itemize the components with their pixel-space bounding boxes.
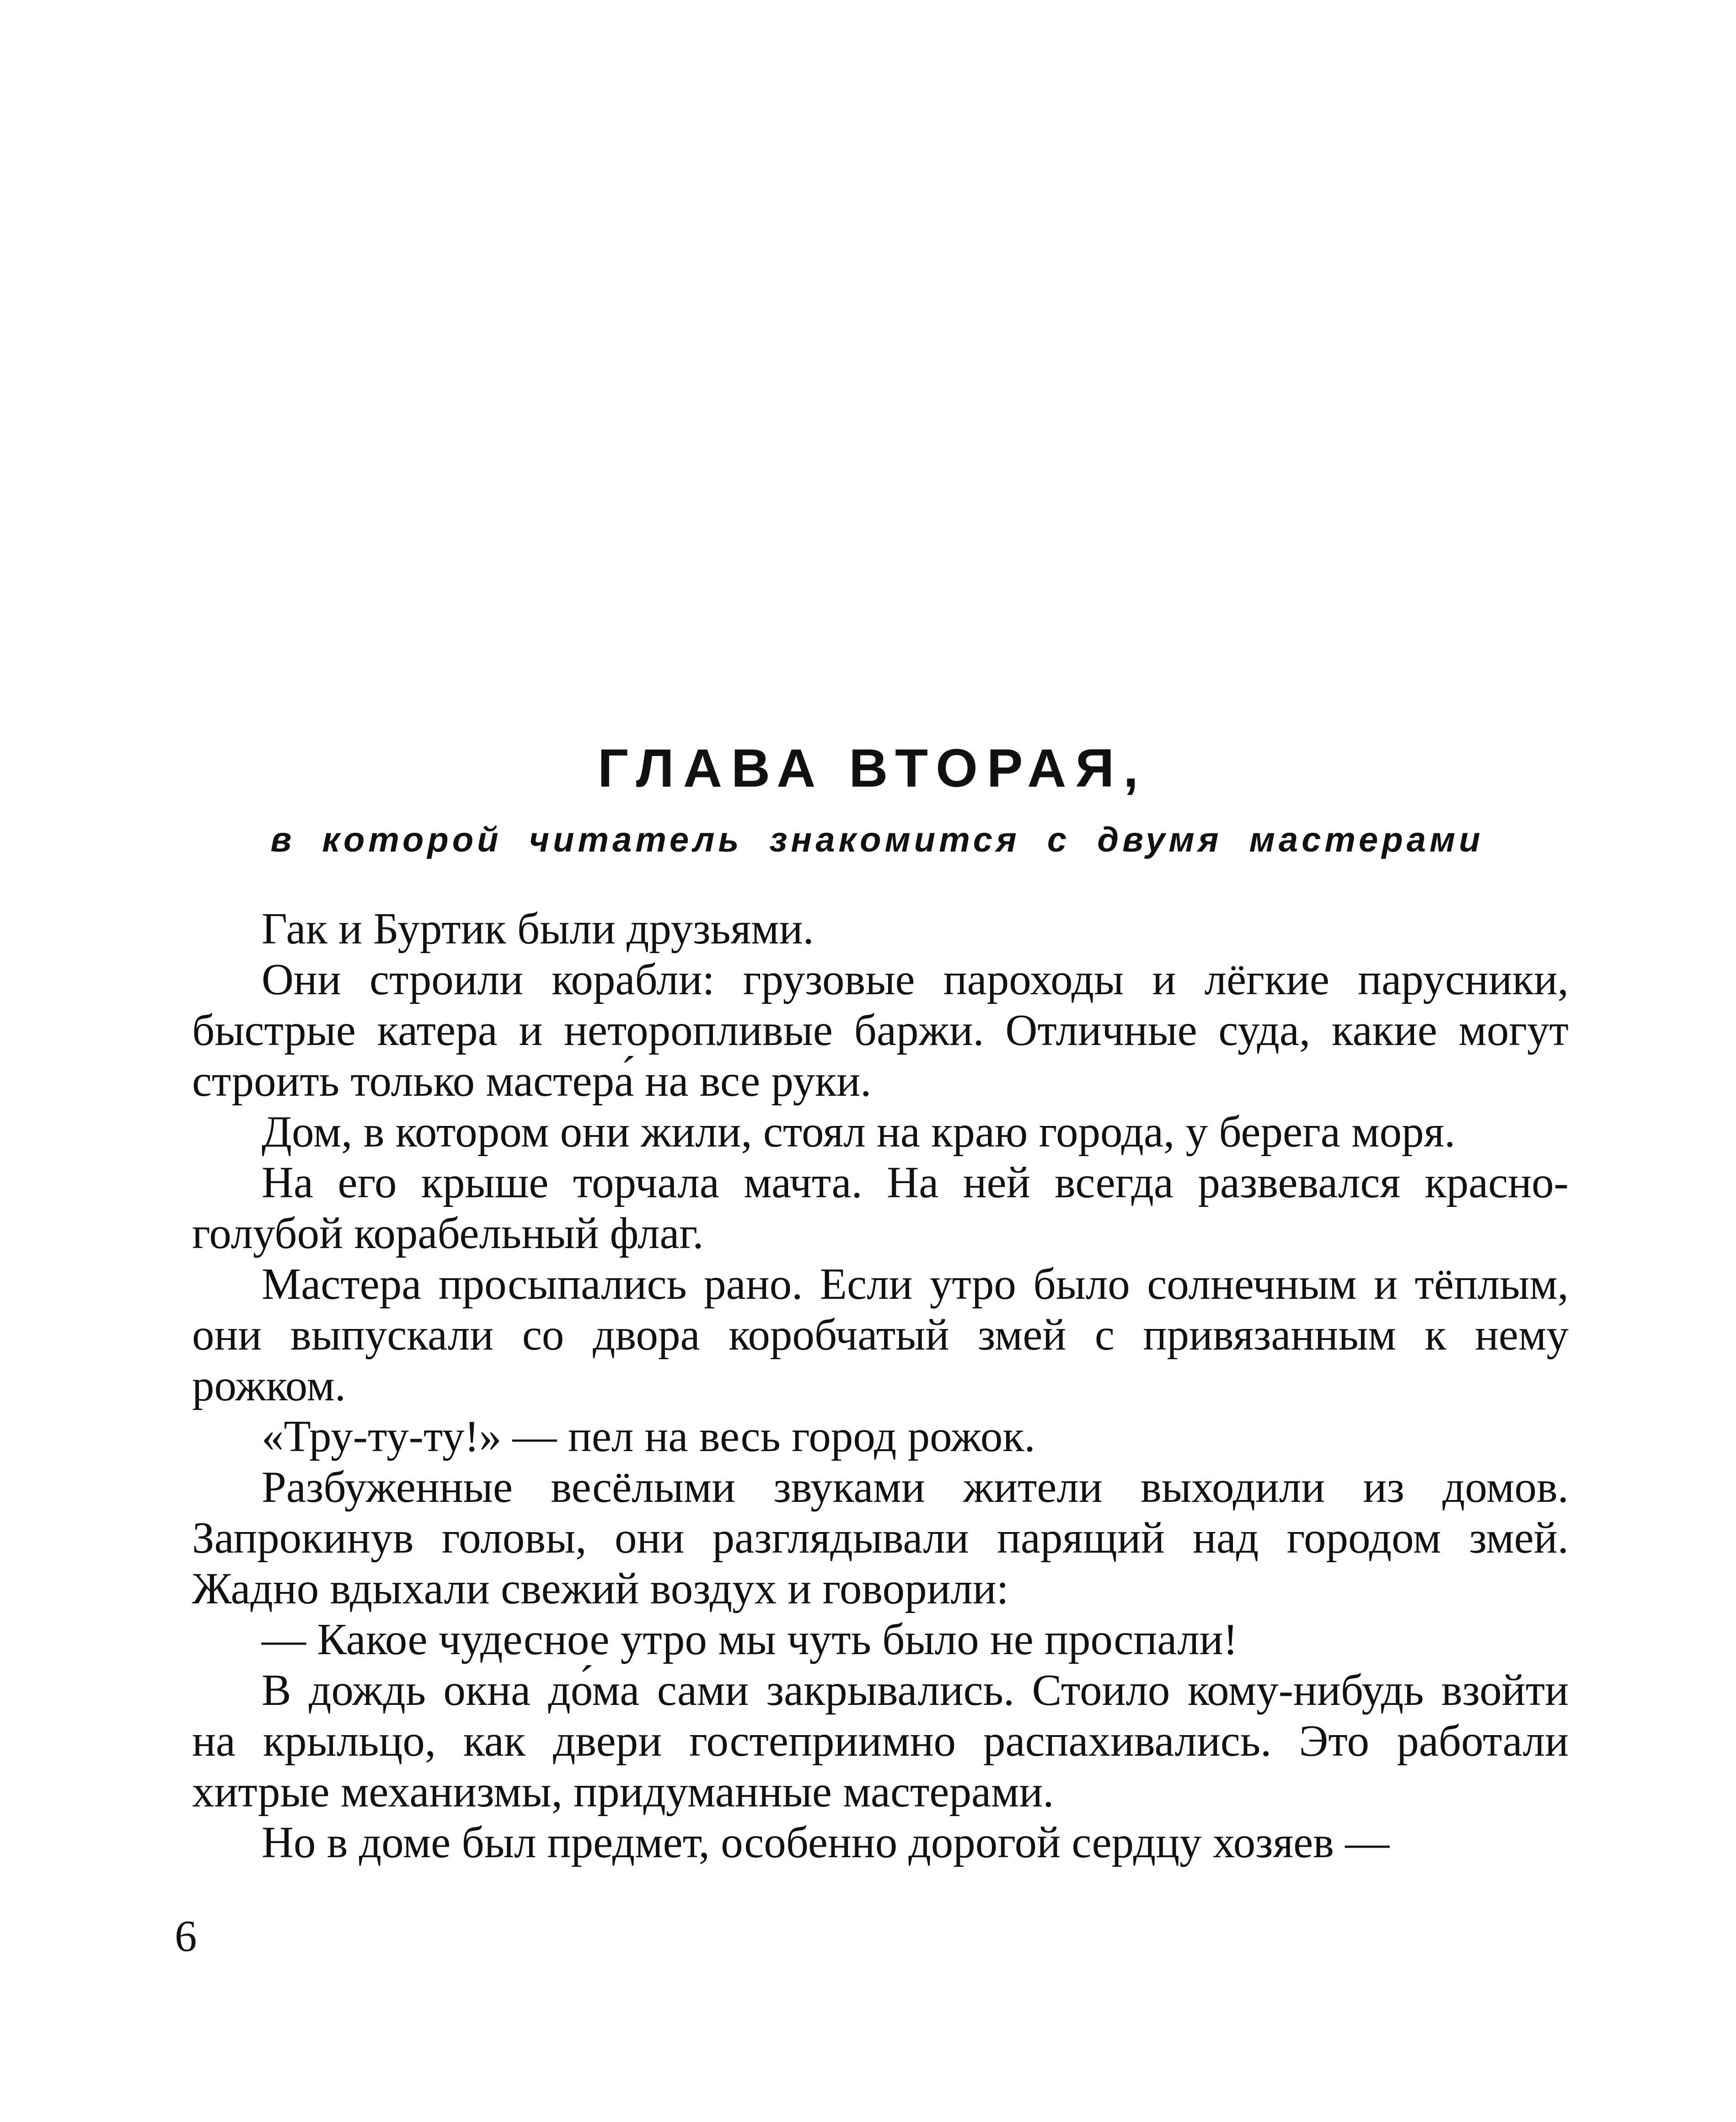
chapter-subtitle: в которой читатель знакомится с двумя мастерами — [270, 820, 1484, 859]
body-text — [192, 903, 1569, 1868]
page-number: 6 — [175, 1912, 197, 1961]
paragraph: Но в доме был предмет, особенно дорогой сердцу хозяев — — [262, 1818, 1390, 1867]
paragraph: Они строили корабли: грузовые пароходы и лёгкие парусники, быстрые катера и неторопливые баржи. Отличные суда, какие могут строить только мастера́ на все руки. — [192, 955, 1569, 1105]
paragraph: Гак и Буртик были друзьями. — [262, 904, 814, 953]
paragraph: — Какое чудесное утро мы чуть было не проспали! — [262, 1615, 1238, 1664]
paragraph: На его крыше торчала мачта. На ней всегда развевался красно-голубой корабельный флаг. — [192, 1158, 1569, 1258]
chapter-title: ГЛАВА ВТОРАЯ, — [597, 738, 1148, 798]
paragraph: В дождь окна до́ма сами закрывались. Стоило кому-нибудь взойти на крыльцо, как двери гостеприимно распахивались. Это работали хитрые механизмы, придуманные мастерами. — [192, 1666, 1569, 1816]
paragraph: Разбуженные весёлыми звуками жители выходили из домов. Запрокинув головы, они разглядывали парящий над городом змей. Жадно вдыхали свежий воздух и говорили: — [192, 1463, 1569, 1613]
paragraph: Дом, в котором они жили, стоял на краю города, у берега моря. — [262, 1107, 1456, 1156]
paragraph: «Тру-ту-ту!» — пел на весь город рожок. — [262, 1412, 1035, 1461]
paragraph: Мастера просыпались рано. Если утро было солнечным и тёплым, они выпускали со двора коробчатый змей с привязанным к нему рожком. — [192, 1259, 1569, 1410]
